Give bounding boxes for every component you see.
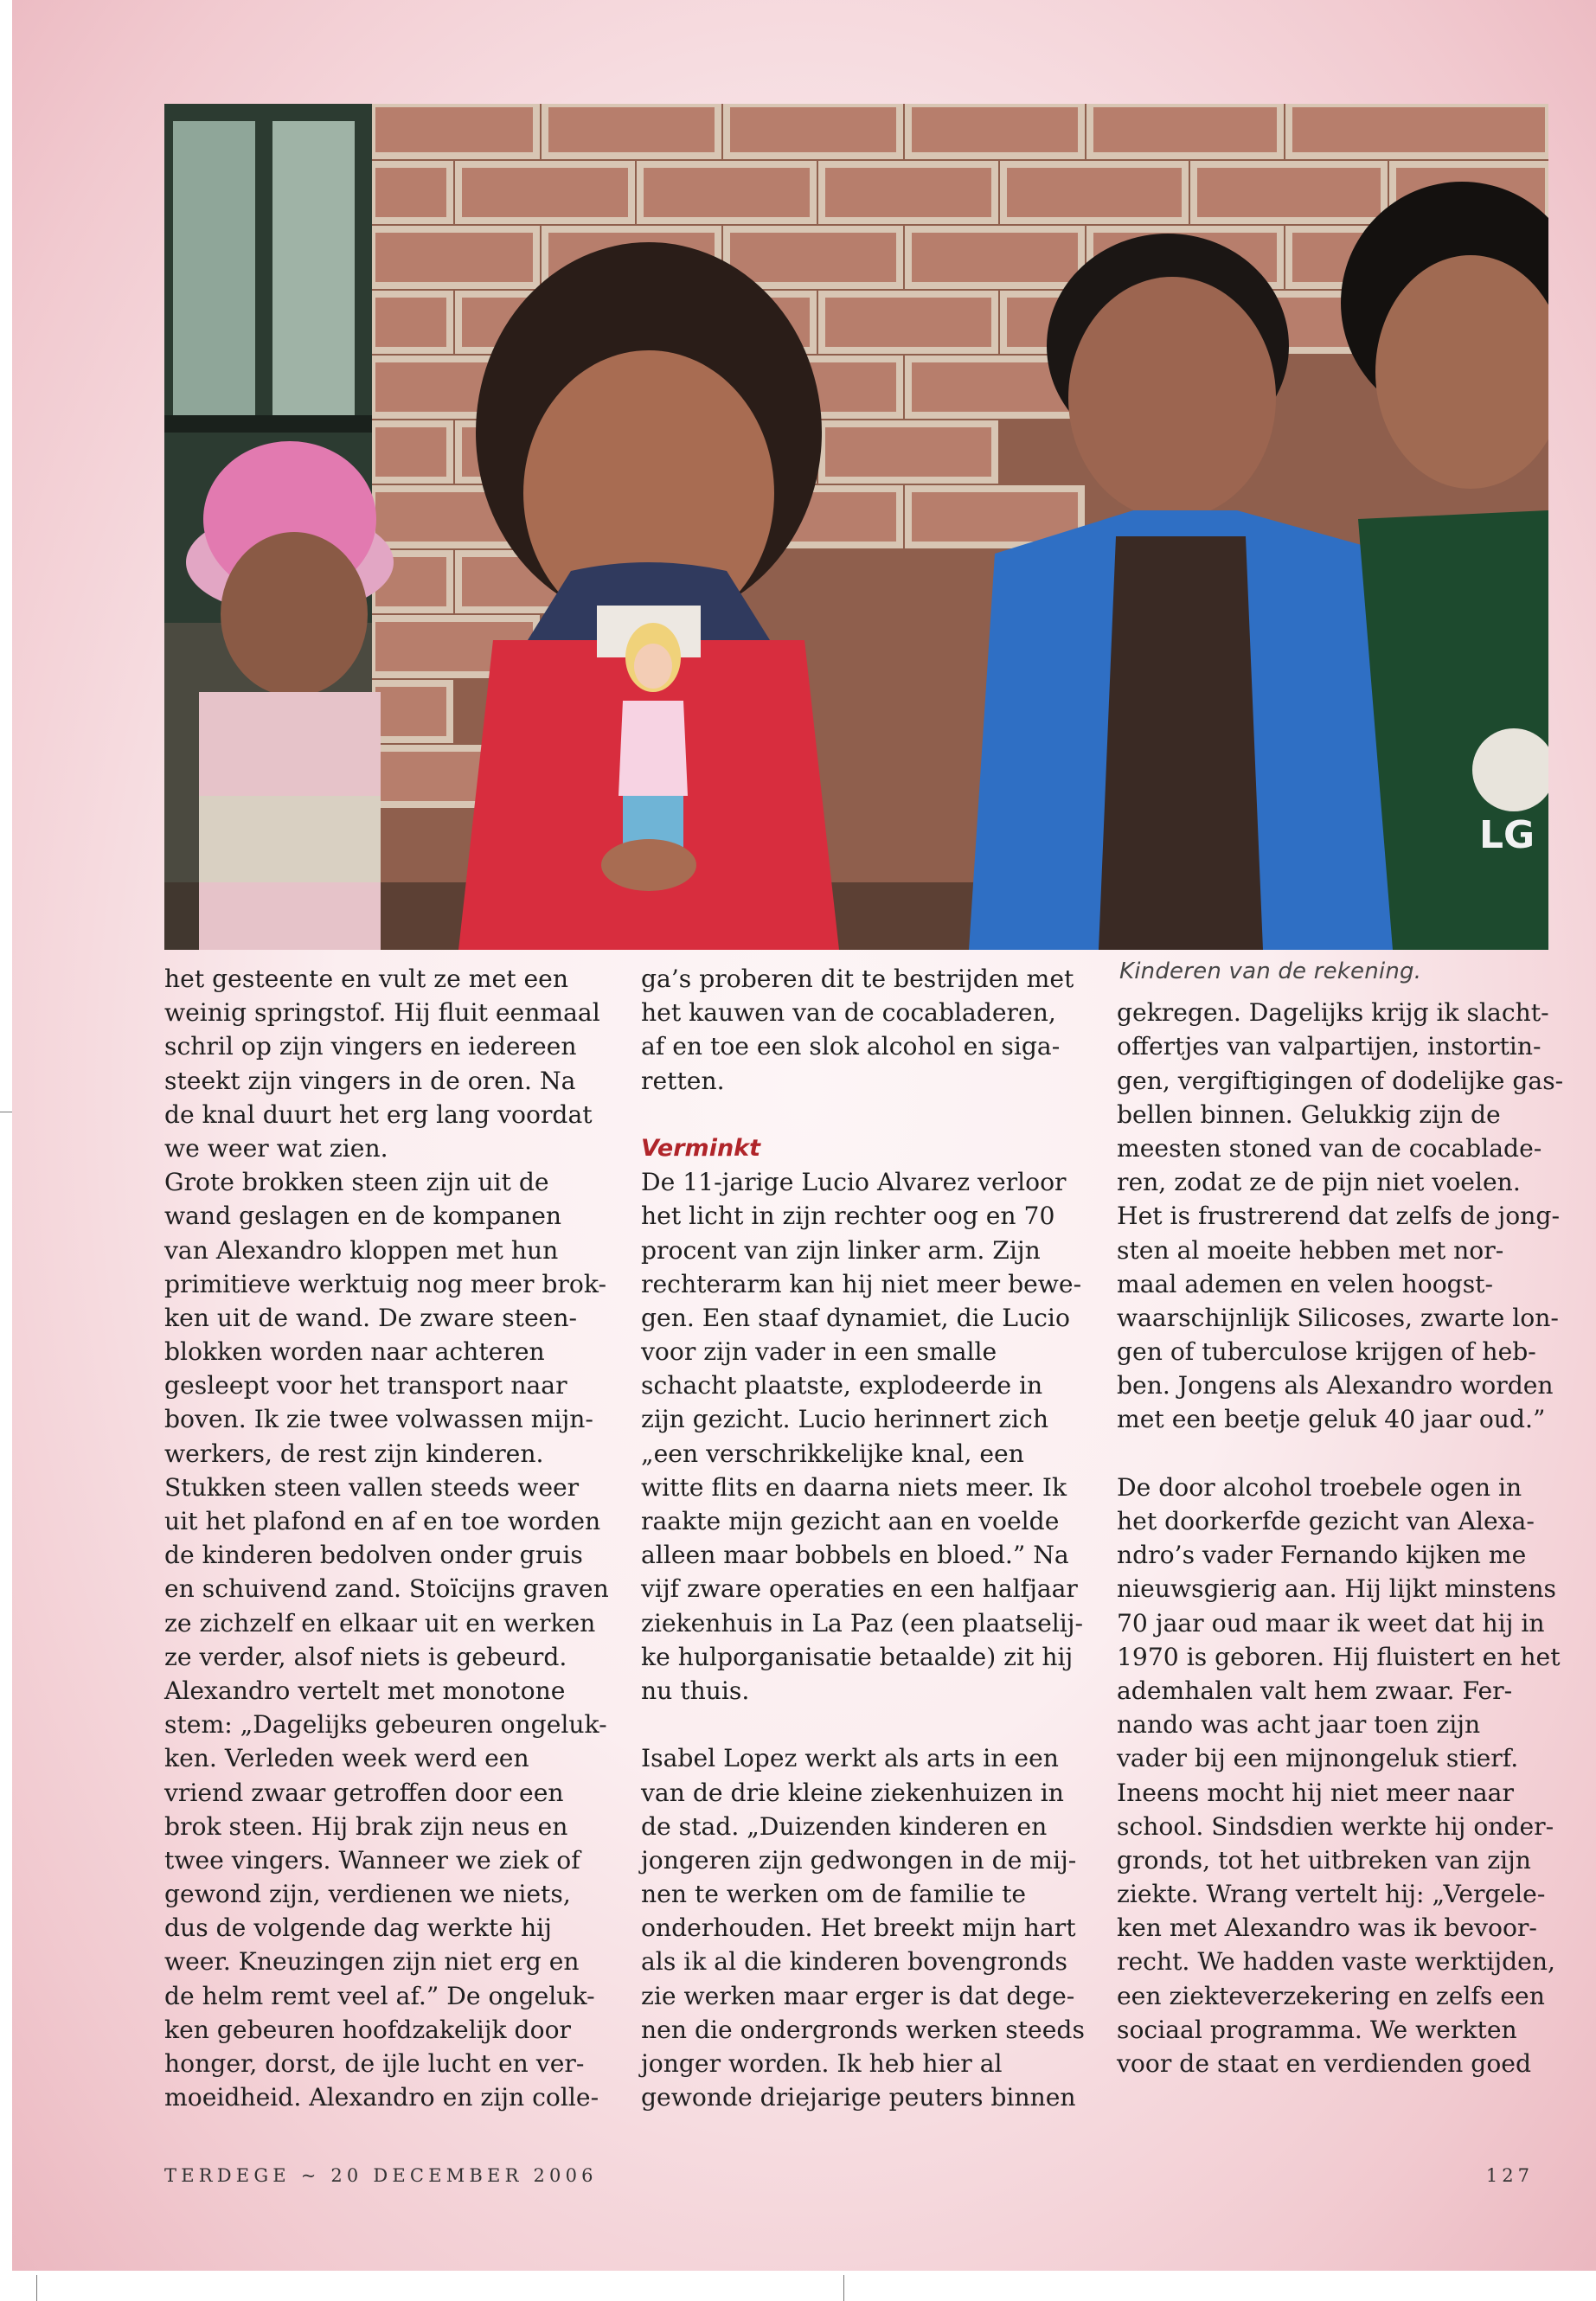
text-line: nen die ondergronds werken steeds xyxy=(641,2015,1085,2044)
text-line: uit het plafond en af en toe worden xyxy=(164,1507,601,1535)
text-line: ndro’s vader Fernando kijken me xyxy=(1117,1541,1527,1570)
text-line: stem: „Dagelijks gebeuren ongeluk- xyxy=(164,1710,607,1740)
text-line: een ziekteverzekering en zelfs een xyxy=(1117,1981,1545,2010)
text-line: ze zichzelf en elkaar uit en werken xyxy=(164,1608,596,1638)
text-line: twee vingers. Wanneer we ziek of xyxy=(164,1845,580,1875)
text-line: schacht plaatste, explodeerde in xyxy=(641,1371,1043,1400)
text-line: het gesteente en vult ze met een xyxy=(164,965,569,993)
text-line: recht. We hadden vaste werktijden, xyxy=(1117,1947,1555,1977)
article-column-2 xyxy=(641,962,1085,2114)
text-line: ken uit de wand. De zware steen- xyxy=(164,1303,578,1332)
text-line: gronds, tot het uitbreken van zijn xyxy=(1117,1845,1531,1875)
text-line: ademhalen valt hem zwaar. Fer- xyxy=(1117,1676,1513,1705)
text-line: waarschijnlijk Silicoses, zwarte lon- xyxy=(1117,1303,1559,1332)
text-line: 1970 is geboren. Hij fluistert en het xyxy=(1117,1642,1561,1671)
text-line: gen. Een staaf dynamiet, die Lucio xyxy=(641,1303,1070,1332)
magazine-page xyxy=(12,0,1596,2271)
text-line: rechterarm kan hij niet meer bewe- xyxy=(641,1269,1082,1298)
text-line: De 11-jarige Lucio Alvarez verloor xyxy=(641,1168,1067,1197)
text-line: ke hulporganisatie betaalde) zit hij xyxy=(641,1642,1074,1671)
text-line: witte flits en daarna niets meer. Ik xyxy=(641,1472,1067,1502)
text-line: Ineens mocht hij niet meer naar xyxy=(1117,1778,1514,1807)
text-line: procent van zijn linker arm. Zijn xyxy=(641,1235,1041,1265)
text-line: steekt zijn vingers in de oren. Na xyxy=(164,1066,576,1095)
text-line: wand geslagen en de kompanen xyxy=(164,1202,562,1231)
text-line: Isabel Lopez werkt als arts in een xyxy=(641,1744,1059,1773)
publication-footer: TERDEGE ~ 20 DECEMBER 2006 xyxy=(164,2165,598,2186)
text-line: de helm remt veel af.” De ongeluk- xyxy=(164,1981,595,2010)
text-line: gesleept voor het transport naar xyxy=(164,1371,567,1400)
text-line: Stukken steen vallen steeds weer xyxy=(164,1472,580,1502)
text-line: ze verder, alsof niets is gebeurd. xyxy=(164,1642,567,1671)
text-line: ziekenhuis in La Paz (een plaatselij- xyxy=(641,1608,1084,1638)
text-line: gewonde driejarige peuters binnen xyxy=(641,2083,1076,2112)
section-heading: Verminkt xyxy=(641,1134,761,1162)
text-line: ziekte. Wrang vertelt hij: „Vergele- xyxy=(1117,1880,1546,1909)
text-line: bellen binnen. Gelukkig zijn de xyxy=(1117,1099,1501,1129)
article-column-1 xyxy=(164,962,609,2114)
text-line: nu thuis. xyxy=(641,1676,750,1705)
article-column-3 xyxy=(1117,962,1564,2080)
text-line: nando was acht jaar toen zijn xyxy=(1117,1710,1481,1740)
text-line: offertjes van valpartijen, instortin- xyxy=(1117,1032,1542,1061)
text-line: van de drie kleine ziekenhuizen in xyxy=(641,1778,1064,1807)
text-line: van Alexandro kloppen met hun xyxy=(164,1235,559,1265)
text-line: Grote brokken steen zijn uit de xyxy=(164,1168,549,1197)
text-line: en schuivend zand. Stoïcijns graven xyxy=(164,1574,609,1604)
text-line: zijn gezicht. Lucio herinnert zich xyxy=(641,1405,1048,1434)
text-line: vriend zwaar getroffen door een xyxy=(164,1778,564,1807)
text-line: Het is frustrerend dat zelfs de jong- xyxy=(1117,1202,1560,1231)
text-line: jongeren zijn gedwongen in de mij- xyxy=(641,1845,1077,1875)
text-line: gekregen. Dagelijks krijg ik slacht- xyxy=(1117,998,1549,1028)
text-line: de knal duurt het erg lang voordat xyxy=(164,1099,593,1129)
text-line: voor de staat en verdienden goed xyxy=(1117,2049,1532,2078)
text-line: zie werken maar erger is dat dege- xyxy=(641,1981,1075,2010)
text-line: werkers, de rest zijn kinderen. xyxy=(164,1439,544,1468)
text-line: dus de volgende dag werkte hij xyxy=(164,1913,552,1943)
text-line: ken met Alexandro was ik bevoor- xyxy=(1117,1913,1537,1943)
text-line: voor zijn vader in een smalle xyxy=(641,1337,997,1367)
text-line: brok steen. Hij brak zijn neus en xyxy=(164,1811,568,1841)
text-line: meesten stoned van de cocablade- xyxy=(1117,1133,1542,1163)
text-line: boven. Ik zie twee volwassen mijn- xyxy=(164,1405,593,1434)
crop-mark xyxy=(36,2275,37,2301)
text-line: maal ademen en velen hoogst- xyxy=(1117,1269,1494,1298)
text-line: „een verschrikkelijke knal, een xyxy=(641,1439,1024,1468)
text-line: 70 jaar oud maar ik weet dat hij in xyxy=(1117,1608,1545,1638)
text-line: de kinderen bedolven onder gruis xyxy=(164,1541,583,1570)
text-line: ren, zodat ze de pijn niet voelen. xyxy=(1117,1168,1521,1197)
text-line: nen te werken om de familie te xyxy=(641,1880,1027,1909)
text-line: moeidheid. Alexandro en zijn colle- xyxy=(164,2083,599,2112)
text-line: blokken worden naar achteren xyxy=(164,1337,545,1367)
text-line: met een beetje geluk 40 jaar oud.” xyxy=(1117,1405,1546,1434)
text-line: het doorkerfde gezicht van Alexa- xyxy=(1117,1507,1535,1535)
crop-mark xyxy=(843,2275,844,2301)
text-line: de stad. „Duizenden kinderen en xyxy=(641,1811,1048,1841)
text-line: gen of tuberculose krijgen of heb- xyxy=(1117,1337,1536,1367)
text-line: retten. xyxy=(641,1066,725,1095)
text-line: primitieve werktuig nog meer brok- xyxy=(164,1269,606,1298)
text-line: alleen maar bobbels en bloed.” Na xyxy=(641,1541,1069,1570)
text-line: we weer wat zien. xyxy=(164,1133,388,1163)
shirt-logo-text: LG xyxy=(1479,813,1535,857)
text-line: Alexandro vertelt met monotone xyxy=(164,1676,566,1705)
text-line: weinig springstof. Hij fluit eenmaal xyxy=(164,998,600,1028)
text-line: ben. Jongens als Alexandro worden xyxy=(1117,1371,1554,1400)
text-line: ken. Verleden week werd een xyxy=(164,1744,529,1773)
text-line: school. Sindsdien werkte hij onder- xyxy=(1117,1811,1554,1841)
text-line: sten al moeite hebben met nor- xyxy=(1117,1235,1504,1265)
text-line: weer. Kneuzingen zijn niet erg en xyxy=(164,1947,580,1977)
text-line: af en toe een slok alcohol en siga- xyxy=(641,1032,1061,1061)
text-line: ken gebeuren hoofdzakelijk door xyxy=(164,2015,572,2044)
text-line: als ik al die kinderen bovengronds xyxy=(641,1947,1067,1977)
text-line: ga’s proberen dit te bestrijden met xyxy=(641,965,1074,993)
text-line: jonger worden. Ik heb hier al xyxy=(641,2049,1003,2078)
text-line: het kauwen van de cocabladeren, xyxy=(641,998,1056,1028)
text-line: onderhouden. Het breekt mijn hart xyxy=(641,1913,1076,1943)
text-line: vader bij een mijnongeluk stierf. xyxy=(1117,1744,1519,1773)
text-line: het licht in zijn rechter oog en 70 xyxy=(641,1202,1055,1231)
text-line: raakte mijn gezicht aan en voelde xyxy=(641,1507,1060,1535)
photo-caption: Kinderen van de rekening. xyxy=(1119,958,1422,984)
text-line: vijf zware operaties en een halfjaar xyxy=(641,1574,1078,1604)
article-photo xyxy=(164,104,1548,950)
text-line: nieuwsgierig aan. Hij lijkt minstens xyxy=(1117,1574,1556,1604)
text-line: De door alcohol troebele ogen in xyxy=(1117,1472,1522,1502)
page-number: 127 xyxy=(1485,2165,1534,2186)
text-line: gen, vergiftigingen of dodelijke gas- xyxy=(1117,1066,1564,1095)
text-line: gewond zijn, verdienen we niets, xyxy=(164,1880,571,1909)
text-line: honger, dorst, de ijle lucht en ver- xyxy=(164,2049,585,2078)
text-line: sociaal programma. We werkten xyxy=(1117,2015,1517,2044)
text-line: schril op zijn vingers en iedereen xyxy=(164,1032,577,1061)
